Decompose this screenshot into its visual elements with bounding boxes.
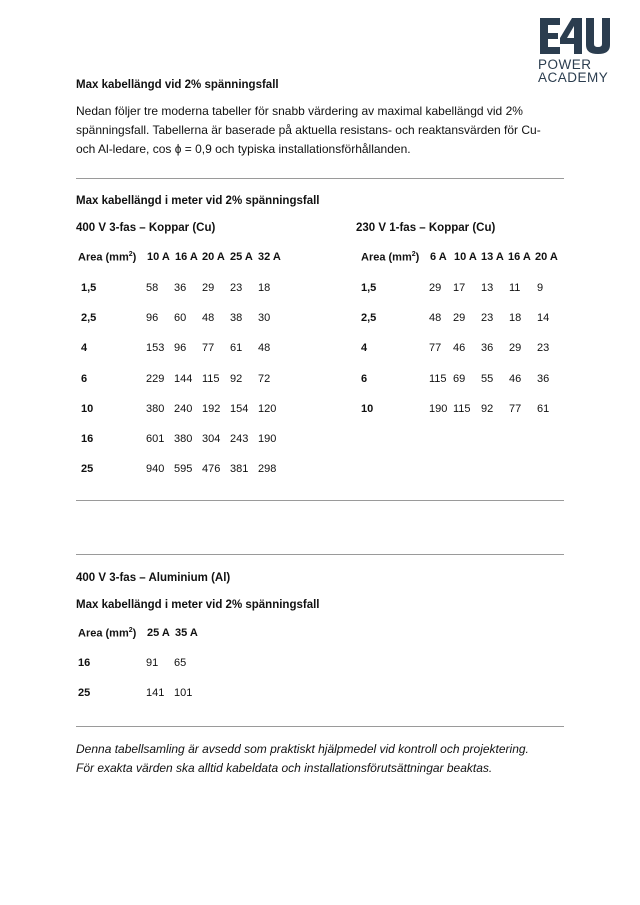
value-cell: 240	[174, 402, 193, 415]
value-cell: 60	[174, 312, 187, 325]
value-cell: 298	[258, 463, 277, 476]
value-cell: 29	[429, 282, 442, 294]
value-cell: 36	[537, 372, 550, 385]
logo-text: POWER ACADEMY	[538, 57, 609, 85]
value-cell: 115	[429, 372, 447, 385]
table-cu1-title: 230 V 1-fas – Koppar (Cu)	[356, 222, 496, 234]
area-cell: 25	[78, 687, 91, 699]
area-cell: 16	[81, 433, 94, 445]
header-cell: 10 A	[147, 251, 170, 263]
value-cell: 120	[258, 402, 277, 415]
value-cell: 601	[146, 433, 165, 445]
value-cell: 17	[453, 282, 466, 294]
value-cell: 380	[146, 402, 165, 415]
intro-paragraph: Nedan följer tre moderna tabeller för snabb värdering av maximal kabellängd vid 2% spänningsfall. Tabellerna är baserade på aktuella resistans- och reaktansvärden för Cu- och Al-ledare, cos ϕ = 0,9 och typiska installationsförhållanden.	[76, 104, 541, 156]
value-cell: 38	[230, 312, 243, 325]
area-cell: 1,5	[81, 282, 97, 294]
area-cell: 4	[81, 342, 88, 355]
value-cell: 243	[230, 433, 249, 445]
value-cell: 46	[453, 342, 466, 355]
value-cell: 96	[146, 312, 159, 325]
value-cell: 29	[453, 312, 466, 325]
value-cell: 153	[146, 342, 165, 355]
value-cell: 304	[202, 433, 221, 445]
header-cell: 6 A	[430, 251, 447, 263]
area-cell: 4	[361, 342, 368, 355]
value-cell: 23	[230, 282, 243, 294]
value-cell: 77	[202, 342, 215, 355]
value-cell: 101	[174, 687, 193, 699]
value-cell: 92	[230, 372, 243, 385]
value-cell: 190	[429, 402, 448, 415]
value-cell: 77	[509, 402, 522, 415]
value-cell: 192	[202, 402, 221, 415]
value-cell: 55	[481, 372, 494, 385]
value-cell: 14	[537, 312, 550, 325]
area-cell: 1,5	[361, 282, 377, 294]
footer-note: Denna tabellsamling är avsedd som praktiskt hjälpmedel vid kontroll och projektering. För exakta värden ska alltid kabeldata och installationsförutsättningar beaktas.	[76, 742, 529, 775]
page-title: Max kabellängd vid 2% spänningsfall	[76, 79, 279, 91]
value-cell: 36	[481, 342, 494, 355]
value-cell: 141	[146, 687, 165, 699]
value-cell: 18	[509, 312, 522, 325]
header-cell: 32 A	[258, 251, 281, 263]
header-cell: 25 A	[147, 627, 170, 639]
divider	[76, 178, 564, 179]
table-al-title: 400 V 3-fas – Aluminium (Al)	[76, 572, 231, 584]
value-cell: 18	[258, 282, 271, 294]
area-cell: 10	[81, 402, 94, 415]
value-cell: 115	[202, 372, 220, 385]
area-cell: 16	[78, 657, 91, 669]
header-area: Area $(mm^2)$	[361, 251, 420, 264]
value-cell: 58	[146, 282, 159, 294]
header-cell: 16 A	[175, 251, 198, 263]
table-cu3-title: 400 V 3-fas – Koppar (Cu)	[76, 222, 216, 234]
divider	[76, 500, 564, 501]
value-cell: 48	[258, 342, 271, 355]
header-cell: 25 A	[230, 251, 253, 263]
value-cell: 69	[453, 372, 466, 385]
value-cell: 36	[174, 282, 187, 294]
value-cell: 595	[174, 463, 193, 476]
value-cell: 381	[230, 463, 249, 476]
section-title: Max kabellängd i meter vid 2% spänningsfall	[76, 195, 320, 207]
value-cell: 190	[258, 433, 277, 445]
area-cell: 6	[81, 372, 88, 385]
value-cell: 13	[481, 282, 494, 294]
header-cell: 13 A	[481, 251, 504, 263]
value-cell: 92	[481, 402, 494, 415]
value-cell: 940	[146, 463, 165, 476]
area-cell: 2,5	[361, 312, 377, 325]
value-cell: 29	[509, 342, 522, 355]
header-cell: 20 A	[202, 251, 225, 263]
value-cell: 61	[230, 342, 243, 355]
divider	[76, 554, 564, 555]
logo	[538, 16, 614, 96]
value-cell: 46	[509, 372, 522, 385]
value-cell: 91	[146, 657, 159, 669]
value-cell: 115	[453, 402, 471, 415]
area-cell: 25	[81, 463, 94, 476]
header-cell: 20 A	[535, 251, 558, 263]
value-cell: 65	[174, 657, 187, 669]
header-cell: 35 A	[175, 627, 198, 639]
value-cell: 9	[537, 282, 544, 294]
divider	[76, 726, 564, 727]
value-cell: 144	[174, 372, 193, 385]
table-al-subtitle: Max kabellängd i meter vid 2% spänningsfall	[76, 599, 320, 611]
value-cell: 380	[174, 433, 193, 445]
area-cell: 2,5	[81, 312, 97, 325]
value-cell: 72	[258, 372, 271, 385]
value-cell: 154	[230, 402, 249, 415]
value-cell: 30	[258, 312, 271, 325]
value-cell: 48	[202, 312, 215, 325]
value-cell: 23	[481, 312, 494, 325]
header-cell: 16 A	[508, 251, 531, 263]
value-cell: 229	[146, 372, 165, 385]
value-cell: 11	[509, 282, 521, 294]
header-cell: 10 A	[454, 251, 477, 263]
header-area: Area $(mm^2)$	[78, 251, 137, 264]
value-cell: 476	[202, 463, 221, 476]
header-area: Area $(mm^2)$	[78, 627, 137, 640]
value-cell: 48	[429, 312, 442, 325]
value-cell: 96	[174, 342, 187, 355]
value-cell: 23	[537, 342, 550, 355]
e4u-logo-mark-icon	[538, 16, 610, 56]
value-cell: 77	[429, 342, 442, 355]
value-cell: 61	[537, 402, 550, 415]
area-cell: 6	[361, 372, 368, 385]
value-cell: 29	[202, 282, 215, 294]
area-cell: 10	[361, 402, 374, 415]
